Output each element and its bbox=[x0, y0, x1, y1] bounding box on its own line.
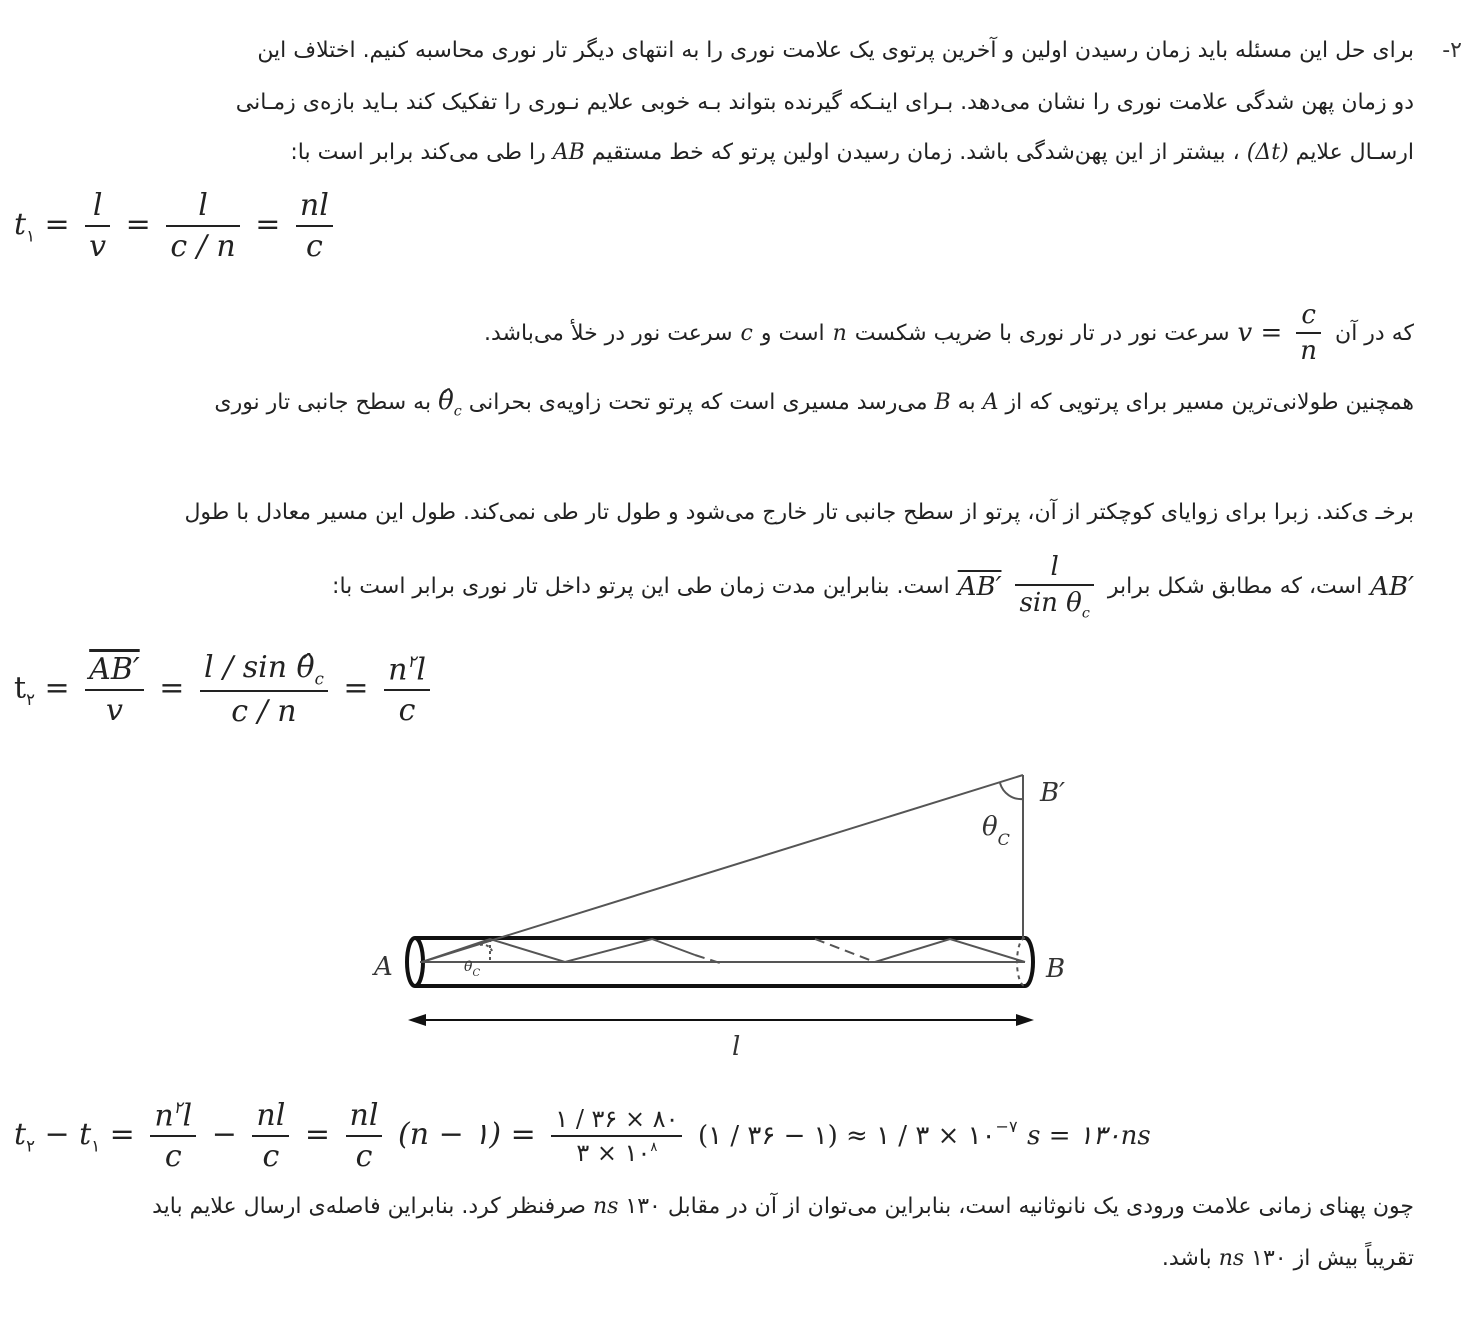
fraction: $\frac{l}{\sin \theta_c}$ bbox=[1015, 552, 1093, 621]
text-segment: تقریباً بیش از bbox=[1293, 1246, 1414, 1271]
text-segment: است، که مطابق شکل برابر bbox=[1107, 574, 1363, 600]
eq-symbol: ns bbox=[592, 1194, 619, 1219]
paragraph-1-line-2: دو زمان پهن شدگی علامت نوری را نشان می‌دهد. بـرای اینـکه گیرنده بتواند بـه خوبی علایم نـوری را تفکیک کند بـاید بازه‌ی زمـانی bbox=[235, 90, 1414, 115]
text-segment: ارسـال علایم bbox=[1295, 140, 1414, 165]
fraction: $\frac{c}{n}$ bbox=[1296, 300, 1321, 366]
text-segment: که در آن bbox=[1335, 320, 1414, 346]
ab-symbol: AB bbox=[552, 140, 585, 165]
theta-c-symbol: $\thetâ_c$ bbox=[438, 386, 462, 420]
paragraph-4-line-1: برخـ ی‌کند. زبرا برای زوایای کوچکتر از آن، پرتو از سطح جانبی تار خارج می‌شود و طول تار طی نمی‌کند. طول این مسیر معادل با طول bbox=[184, 500, 1414, 525]
label-b-prime: B′ bbox=[1040, 778, 1066, 808]
eq-symbol: AB′ bbox=[1370, 571, 1414, 602]
eq-subscript: ۱ bbox=[26, 226, 35, 246]
number: ۱۳۰ bbox=[625, 1194, 661, 1219]
paragraph-3 bbox=[12, 386, 1414, 419]
paragraph-5-line-2 bbox=[1162, 1246, 1414, 1271]
fraction: $\frac{nl}{c}$ bbox=[252, 1098, 289, 1174]
number: ۱۳۰ bbox=[1251, 1246, 1287, 1271]
eq-symbol: A bbox=[982, 390, 999, 415]
eq-symbol: c bbox=[740, 320, 753, 346]
ray-path bbox=[875, 939, 1025, 962]
text-segment: می‌رسد مسیری است که پرتو تحت زاویه‌ی بحرانی bbox=[468, 390, 928, 415]
text-segment: سرعت نور در تار نوری با ضریب شکست bbox=[854, 320, 1230, 346]
paragraph-1-line-3 bbox=[290, 140, 1414, 165]
text-segment: سرعت نور در خلأ می‌باشد. bbox=[484, 320, 733, 346]
label-theta-c-top: $\theta_C$ bbox=[982, 812, 1010, 849]
eq-symbol: AB′ bbox=[957, 571, 1002, 602]
text-segment: است و bbox=[760, 320, 825, 346]
arrow-head-left bbox=[408, 1014, 426, 1026]
equation-difference: $t_۲ - t_۱$ = $\frac{n^۲l}{c}$ − $\frac{nl}{c}$ = $\frac{nl}{c}$ (n − ۱) = $\frac{۱ / ۳۶ \times ۸۰}{۳ \times ۱۰^۸}$ (۱ / ۳۶ − ۱) ≈ ۱ / ۳ × $۱۰^{-۷}$ s = ۱۳۰ns bbox=[14, 1098, 1151, 1175]
paragraph-2 bbox=[484, 300, 1414, 366]
long-ray-line bbox=[422, 775, 1023, 962]
text-segment: باشد. bbox=[1161, 1246, 1212, 1271]
fiber-right-end bbox=[1025, 938, 1033, 986]
text-segment: به bbox=[957, 390, 976, 415]
eq-symbol: v = bbox=[1237, 318, 1283, 348]
text-segment: چون پهنای زمانی علامت ورودی یک نانوثانیه است، بنابراین می‌توان از آن در مقابل bbox=[667, 1194, 1414, 1219]
label-b: B bbox=[1046, 954, 1066, 984]
eq-symbol: t bbox=[14, 670, 27, 706]
fraction: $\frac{l}{c / n}$ bbox=[166, 188, 239, 264]
equation-t1: $t_۱$ = $\frac{l}{v}$ = $\frac{l}{c / n}$ = $\frac{nl}{c}$ bbox=[14, 188, 339, 264]
fraction: $\frac{l}{v}$ bbox=[85, 188, 110, 264]
eq-symbol: ns bbox=[1218, 1246, 1245, 1271]
label-theta-c-small: $\theta_C$ bbox=[464, 959, 481, 979]
equation-t2: $t_۲$ = $\frac{AB'}{v}$ = $\frac{l / \sin \thetâ_c}{c / n}$ = $\frac{n^۲l}{c}$ bbox=[14, 650, 436, 729]
text-segment: را طی می‌کند برابر است با: bbox=[290, 140, 546, 165]
delta-t-symbol: (Δt) bbox=[1246, 140, 1289, 165]
fraction: $\frac{۱ / ۳۶ \times ۸۰}{۳ \times ۱۰^۸}$ bbox=[551, 1105, 682, 1167]
optical-fiber-diagram bbox=[360, 755, 1120, 1075]
ray-path bbox=[422, 939, 695, 962]
ray-hidden bbox=[815, 939, 875, 962]
text-segment: صرفنظر کرد. بنابراین فاصله‌ی ارسال علایم باید bbox=[152, 1194, 586, 1219]
paragraph-1-line-1: برای حل این مسئله باید زمان رسیدن اولین و آخرین پرتوی یک علامت نوری را به انتهای دیگر تار نوری محاسبه کنیم. اختلاف این bbox=[257, 38, 1414, 63]
text-segment: به سطح جانبی تار نوری bbox=[214, 390, 432, 415]
paragraph-4-line-2 bbox=[332, 552, 1414, 621]
eq-subscript: ۲ bbox=[26, 690, 35, 710]
problem-number: -۲ bbox=[1442, 38, 1462, 63]
fraction: $\frac{nl}{c}$ bbox=[346, 1098, 383, 1174]
arrow-head-right bbox=[1016, 1014, 1034, 1026]
eq-symbol: n bbox=[832, 320, 847, 346]
eq-symbol: t bbox=[14, 207, 27, 242]
text-segment: ، بیشتر از این پهن‌شدگی باشد. زمان رسیدن اولین پرتو که خط مستقیم bbox=[591, 140, 1240, 165]
theta-c-arc bbox=[1000, 783, 1023, 799]
fraction: $\frac{l / \sin \thetâ_c}{c / n}$ bbox=[200, 650, 328, 729]
fraction: $\frac{AB'}{v}$ bbox=[85, 652, 144, 728]
fraction: $\frac{n^۲l}{c}$ bbox=[150, 1098, 196, 1174]
text-segment: همچنین طولانی‌ترین مسیر برای پرتویی که از bbox=[1005, 390, 1414, 415]
fraction: $\frac{n^۲l}{c}$ bbox=[384, 652, 430, 728]
label-length: l bbox=[732, 1032, 741, 1062]
text-segment: است. بنابراین مدت زمان طی این پرتو داخل تار نوری برابر است با: bbox=[332, 574, 950, 600]
fraction: $\frac{nl}{c}$ bbox=[296, 188, 333, 264]
label-a: A bbox=[374, 952, 393, 982]
paragraph-5-line-1 bbox=[152, 1194, 1414, 1219]
eq-symbol: B bbox=[934, 390, 951, 415]
